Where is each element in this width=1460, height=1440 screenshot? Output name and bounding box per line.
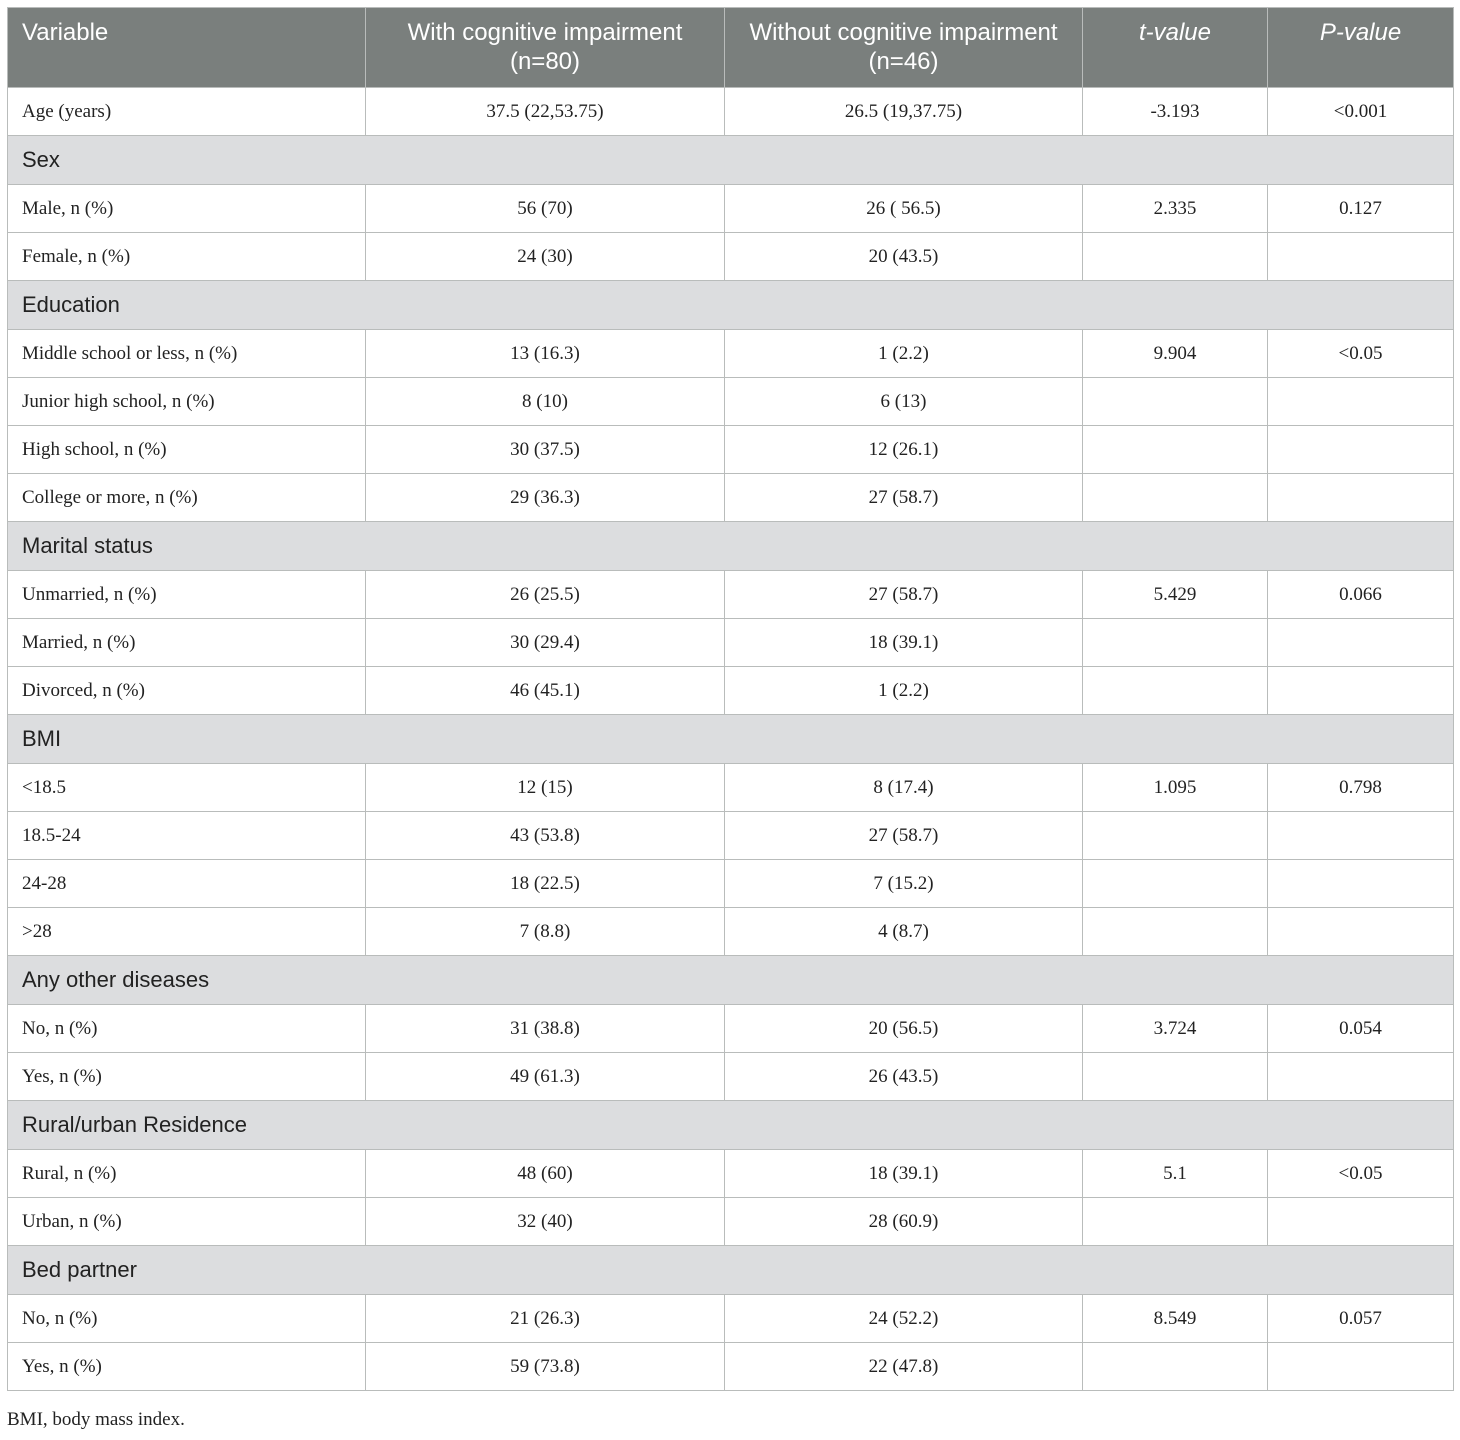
with-impairment-cell: 21 (26.3) — [366, 1295, 725, 1343]
table-row — [8, 1295, 1454, 1343]
t-value-cell — [1083, 1343, 1268, 1391]
without-impairment-cell: 4 (8.7) — [725, 908, 1083, 956]
header-variable: Variable — [8, 8, 366, 88]
without-impairment-cell: 8 (17.4) — [725, 764, 1083, 812]
variable-cell: >28 — [8, 908, 366, 956]
table-row — [8, 908, 1454, 956]
p-value-cell — [1268, 1198, 1454, 1246]
without-impairment-cell: 6 (13) — [725, 378, 1083, 426]
without-impairment-cell: 7 (15.2) — [725, 860, 1083, 908]
table-row — [8, 1198, 1454, 1246]
table-row — [8, 571, 1454, 619]
variable-cell: High school, n (%) — [8, 426, 366, 474]
with-impairment-cell: 24 (30) — [366, 233, 725, 281]
variable-cell: Divorced, n (%) — [8, 667, 366, 715]
table-footnote: BMI, body mass index. — [7, 1409, 185, 1430]
t-value-cell — [1083, 860, 1268, 908]
with-impairment-cell: 49 (61.3) — [366, 1053, 725, 1101]
without-impairment-cell: 26 (43.5) — [725, 1053, 1083, 1101]
without-impairment-cell: 26 ( 56.5) — [725, 185, 1083, 233]
variable-cell: Married, n (%) — [8, 619, 366, 667]
p-value-cell — [1268, 474, 1454, 522]
header-with-impairment: With cognitive impairment (n=80) — [366, 8, 725, 88]
p-value-cell — [1268, 812, 1454, 860]
without-impairment-cell: 12 (26.1) — [725, 426, 1083, 474]
without-impairment-cell: 28 (60.9) — [725, 1198, 1083, 1246]
table-row — [8, 233, 1454, 281]
without-impairment-cell: 1 (2.2) — [725, 330, 1083, 378]
table-row — [8, 88, 1454, 136]
p-value-cell: 0.798 — [1268, 764, 1454, 812]
t-value-cell: 3.724 — [1083, 1005, 1268, 1053]
table-row — [8, 1053, 1454, 1101]
p-value-cell — [1268, 860, 1454, 908]
table-row — [8, 185, 1454, 233]
variable-cell: 24-28 — [8, 860, 366, 908]
table-row — [8, 1005, 1454, 1053]
without-impairment-cell: 27 (58.7) — [725, 812, 1083, 860]
with-impairment-cell: 31 (38.8) — [366, 1005, 725, 1053]
with-impairment-cell: 56 (70) — [366, 185, 725, 233]
without-impairment-cell: 18 (39.1) — [725, 1150, 1083, 1198]
t-value-cell — [1083, 812, 1268, 860]
section-label: Sex — [8, 136, 1454, 185]
section-header-row — [8, 281, 1454, 330]
header-t-value: t-value — [1083, 8, 1268, 88]
t-value-cell: 9.904 — [1083, 330, 1268, 378]
t-value-cell — [1083, 908, 1268, 956]
t-value-cell: 1.095 — [1083, 764, 1268, 812]
table-row — [8, 330, 1454, 378]
p-value-cell: 0.057 — [1268, 1295, 1454, 1343]
variable-cell: No, n (%) — [8, 1295, 366, 1343]
table-row — [8, 474, 1454, 522]
t-value-cell — [1083, 1198, 1268, 1246]
p-value-cell — [1268, 619, 1454, 667]
table-row — [8, 812, 1454, 860]
with-impairment-cell: 30 (29.4) — [366, 619, 725, 667]
section-header-row — [8, 136, 1454, 185]
p-value-cell — [1268, 426, 1454, 474]
section-label: Education — [8, 281, 1454, 330]
variable-cell: Male, n (%) — [8, 185, 366, 233]
variable-cell: Age (years) — [8, 88, 366, 136]
p-value-cell — [1268, 1053, 1454, 1101]
with-impairment-cell: 8 (10) — [366, 378, 725, 426]
t-value-cell — [1083, 619, 1268, 667]
table-row — [8, 1343, 1454, 1391]
without-impairment-cell: 22 (47.8) — [725, 1343, 1083, 1391]
header-p-value: P-value — [1268, 8, 1454, 88]
t-value-cell: -3.193 — [1083, 88, 1268, 136]
with-impairment-cell: 30 (37.5) — [366, 426, 725, 474]
header-row — [8, 8, 1454, 88]
without-impairment-cell: 26.5 (19,37.75) — [725, 88, 1083, 136]
t-value-cell: 2.335 — [1083, 185, 1268, 233]
without-impairment-cell: 27 (58.7) — [725, 571, 1083, 619]
variable-cell: Yes, n (%) — [8, 1343, 366, 1391]
variable-cell: Female, n (%) — [8, 233, 366, 281]
t-value-cell — [1083, 1053, 1268, 1101]
t-value-cell: 8.549 — [1083, 1295, 1268, 1343]
with-impairment-cell: 46 (45.1) — [366, 667, 725, 715]
variable-cell: <18.5 — [8, 764, 366, 812]
with-impairment-cell: 12 (15) — [366, 764, 725, 812]
p-value-cell: 0.066 — [1268, 571, 1454, 619]
p-value-cell — [1268, 667, 1454, 715]
t-value-cell — [1083, 474, 1268, 522]
section-label: Rural/urban Residence — [8, 1101, 1454, 1150]
p-value-cell: 0.054 — [1268, 1005, 1454, 1053]
with-impairment-cell: 43 (53.8) — [366, 812, 725, 860]
variable-cell: Rural, n (%) — [8, 1150, 366, 1198]
section-header-row — [8, 1246, 1454, 1295]
p-value-cell — [1268, 1343, 1454, 1391]
t-value-cell — [1083, 378, 1268, 426]
variable-cell: College or more, n (%) — [8, 474, 366, 522]
p-value-cell — [1268, 378, 1454, 426]
section-header-row — [8, 522, 1454, 571]
table-row — [8, 1150, 1454, 1198]
without-impairment-cell: 20 (56.5) — [725, 1005, 1083, 1053]
table-row — [8, 426, 1454, 474]
section-label: Bed partner — [8, 1246, 1454, 1295]
with-impairment-cell: 26 (25.5) — [366, 571, 725, 619]
without-impairment-cell: 24 (52.2) — [725, 1295, 1083, 1343]
table-row — [8, 619, 1454, 667]
section-label: Marital status — [8, 522, 1454, 571]
variable-cell: Urban, n (%) — [8, 1198, 366, 1246]
table-row — [8, 764, 1454, 812]
with-impairment-cell: 32 (40) — [366, 1198, 725, 1246]
variable-cell: Middle school or less, n (%) — [8, 330, 366, 378]
p-value-cell: 0.127 — [1268, 185, 1454, 233]
t-value-cell: 5.1 — [1083, 1150, 1268, 1198]
data-table — [7, 7, 1454, 1391]
without-impairment-cell: 20 (43.5) — [725, 233, 1083, 281]
table-row — [8, 667, 1454, 715]
table-header — [8, 8, 1454, 88]
without-impairment-cell: 18 (39.1) — [725, 619, 1083, 667]
without-impairment-cell: 1 (2.2) — [725, 667, 1083, 715]
section-header-row — [8, 1101, 1454, 1150]
p-value-cell — [1268, 233, 1454, 281]
table-row — [8, 860, 1454, 908]
table-row — [8, 378, 1454, 426]
variable-cell: Yes, n (%) — [8, 1053, 366, 1101]
with-impairment-cell: 7 (8.8) — [366, 908, 725, 956]
header-without-impairment: Without cognitive impairment (n=46) — [725, 8, 1083, 88]
p-value-cell — [1268, 908, 1454, 956]
with-impairment-cell: 13 (16.3) — [366, 330, 725, 378]
section-header-row — [8, 956, 1454, 1005]
section-label: BMI — [8, 715, 1454, 764]
with-impairment-cell: 18 (22.5) — [366, 860, 725, 908]
with-impairment-cell: 59 (73.8) — [366, 1343, 725, 1391]
with-impairment-cell: 29 (36.3) — [366, 474, 725, 522]
t-value-cell — [1083, 233, 1268, 281]
section-label: Any other diseases — [8, 956, 1454, 1005]
variable-cell: 18.5-24 — [8, 812, 366, 860]
t-value-cell — [1083, 667, 1268, 715]
variable-cell: Unmarried, n (%) — [8, 571, 366, 619]
table-body — [8, 88, 1454, 1391]
variable-cell: No, n (%) — [8, 1005, 366, 1053]
p-value-cell: <0.001 — [1268, 88, 1454, 136]
t-value-cell — [1083, 426, 1268, 474]
with-impairment-cell: 48 (60) — [366, 1150, 725, 1198]
with-impairment-cell: 37.5 (22,53.75) — [366, 88, 725, 136]
without-impairment-cell: 27 (58.7) — [725, 474, 1083, 522]
t-value-cell: 5.429 — [1083, 571, 1268, 619]
p-value-cell: <0.05 — [1268, 1150, 1454, 1198]
variable-cell: Junior high school, n (%) — [8, 378, 366, 426]
p-value-cell: <0.05 — [1268, 330, 1454, 378]
section-header-row — [8, 715, 1454, 764]
